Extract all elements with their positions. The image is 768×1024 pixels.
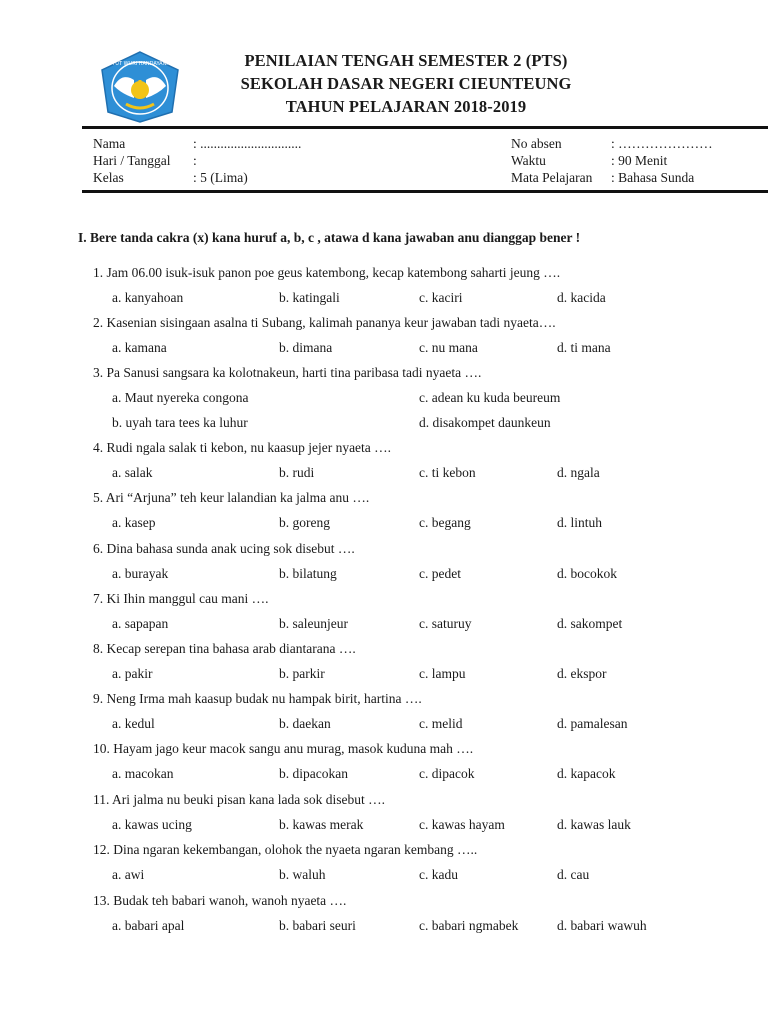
hari-field: : — [193, 153, 197, 168]
answer-option[interactable]: a. salak — [112, 465, 153, 480]
school-name: SEKOLAH DASAR NEGERI CIEUNTEUNG — [240, 74, 572, 93]
answer-option[interactable]: d. disakompet daunkeun — [419, 415, 551, 430]
question-text: 3. Pa Sanusi sangsara ka kolotnakeun, harti tina paribasa tadi nyaeta …. — [93, 365, 482, 380]
answer-option[interactable]: a. awi — [112, 867, 145, 882]
nama-field: : .............................. — [193, 136, 302, 151]
absen-label: No absen — [511, 136, 562, 151]
mapel-field: : Bahasa Sunda — [611, 170, 695, 185]
answer-option[interactable]: c. kadu — [419, 867, 458, 882]
answer-option[interactable]: a. kedul — [112, 716, 155, 731]
answer-option[interactable]: a. macokan — [112, 766, 174, 781]
answer-option[interactable]: d. cau — [557, 867, 590, 882]
mapel-label: Mata Pelajaran — [511, 170, 593, 185]
answer-option[interactable]: b. katingali — [279, 290, 340, 305]
nama-label: Nama — [93, 136, 126, 151]
answer-option[interactable]: d. lintuh — [557, 515, 603, 530]
question-text: 12. Dina ngaran kekembangan, olohok the nyaeta ngaran kembang ….. — [93, 842, 478, 857]
answer-option[interactable]: d. kapacok — [557, 766, 616, 781]
answer-option[interactable]: c. babari ngmabek — [419, 918, 519, 933]
question-text: 5. Ari “Arjuna” teh keur lalandian ka jalma anu …. — [93, 490, 370, 505]
question-text: 7. Ki Ihin manggul cau mani …. — [93, 591, 269, 606]
header-divider-bottom — [82, 190, 768, 193]
answer-option[interactable]: b. dimana — [279, 340, 333, 355]
answer-option[interactable]: c. saturuy — [419, 616, 472, 631]
hari-label: Hari / Tanggal — [93, 153, 171, 168]
absen-field: : ………………… — [611, 136, 713, 151]
kelas-field: : 5 (Lima) — [193, 170, 248, 185]
answer-option[interactable]: b. goreng — [279, 515, 330, 530]
question-text: 2. Kasenian sisingaan asalna ti Subang, kalimah pananya keur jawaban tadi nyaeta…. — [93, 315, 556, 330]
answer-option[interactable]: c. lampu — [419, 666, 466, 681]
question-text: 6. Dina bahasa sunda anak ucing sok disebut …. — [93, 541, 355, 556]
answer-option[interactable]: c. adean ku kuda beureum — [419, 390, 561, 405]
answer-option[interactable]: a. kasep — [112, 515, 156, 530]
question-text: 9. Neng Irma mah kaasup budak nu hampak birit, hartina …. — [93, 691, 422, 706]
logo-motto: TUT WURI HANDAYANI — [112, 61, 168, 67]
answer-option[interactable]: c. kawas hayam — [419, 817, 505, 832]
answer-option[interactable]: b. rudi — [279, 465, 315, 480]
answer-option[interactable]: b. babari seuri — [279, 918, 356, 933]
answer-option[interactable]: a. pakir — [112, 666, 153, 681]
answer-option[interactable]: c. ti kebon — [419, 465, 476, 480]
answer-option[interactable]: c. melid — [419, 716, 463, 731]
answer-option[interactable]: b. bilatung — [279, 566, 337, 581]
answer-option[interactable]: d. sakompet — [557, 616, 623, 631]
answer-option[interactable]: b. parkir — [279, 666, 325, 681]
answer-option[interactable]: b. dipacokan — [279, 766, 348, 781]
answer-option[interactable]: a. babari apal — [112, 918, 185, 933]
question-text: 1. Jam 06.00 isuk-isuk panon poe geus katembong, kecap katembong saharti jeung …. — [93, 265, 561, 280]
kelas-label: Kelas — [93, 170, 124, 185]
answer-option[interactable]: b. waluh — [279, 867, 326, 882]
question-text: 11. Ari jalma nu beuki pisan kana lada sok disebut …. — [93, 792, 385, 807]
section-instruction: I. Bere tanda cakra (x) kana huruf a, b, c , atawa d kana jawaban anu dianggap bener ! — [78, 230, 581, 245]
academic-year: TAHUN PELAJARAN 2018-2019 — [285, 97, 527, 116]
answer-option[interactable]: c. nu mana — [419, 340, 478, 355]
answer-option[interactable]: b. kawas merak — [279, 817, 364, 832]
answer-option[interactable]: b. uyah tara tees ka luhur — [112, 415, 248, 430]
answer-option[interactable]: d. ekspor — [557, 666, 607, 681]
answer-option[interactable]: d. bocokok — [557, 566, 617, 581]
answer-option[interactable]: a. kamana — [112, 340, 167, 355]
question-text: 10. Hayam jago keur macok sangu anu murag, masok kuduna mah …. — [93, 741, 474, 756]
answer-option[interactable]: d. babari wawuh — [557, 918, 647, 933]
header-divider-top — [82, 126, 768, 129]
answer-option[interactable]: b. saleunjeur — [279, 616, 348, 631]
answer-option[interactable]: a. Maut nyereka congona — [112, 390, 249, 405]
answer-option[interactable]: c. dipacok — [419, 766, 475, 781]
answer-option[interactable]: d. ngala — [557, 465, 600, 480]
answer-option[interactable]: a. burayak — [112, 566, 169, 581]
answer-option[interactable]: b. daekan — [279, 716, 331, 731]
question-text: 8. Kecap serepan tina bahasa arab diantarana …. — [93, 641, 356, 656]
answer-option[interactable]: a. kanyahoan — [112, 290, 184, 305]
waktu-label: Waktu — [511, 153, 546, 168]
answer-option[interactable]: d. ti mana — [557, 340, 611, 355]
answer-option[interactable]: d. pamalesan — [557, 716, 628, 731]
answer-option[interactable]: c. begang — [419, 515, 471, 530]
answer-option[interactable]: a. sapapan — [112, 616, 169, 631]
answer-option[interactable]: d. kacida — [557, 290, 606, 305]
answer-option[interactable]: d. kawas lauk — [557, 817, 631, 832]
exam-title: PENILAIAN TENGAH SEMESTER 2 (PTS) — [244, 51, 568, 70]
question-text: 4. Rudi ngala salak ti kebon, nu kaasup jejer nyaeta …. — [93, 440, 392, 455]
answer-option[interactable]: c. pedet — [419, 566, 461, 581]
answer-option[interactable]: a. kawas ucing — [112, 817, 192, 832]
question-text: 13. Budak teh babari wanoh, wanoh nyaeta …. — [93, 893, 347, 908]
waktu-field: : 90 Menit — [611, 153, 668, 168]
answer-option[interactable]: c. kaciri — [419, 290, 463, 305]
